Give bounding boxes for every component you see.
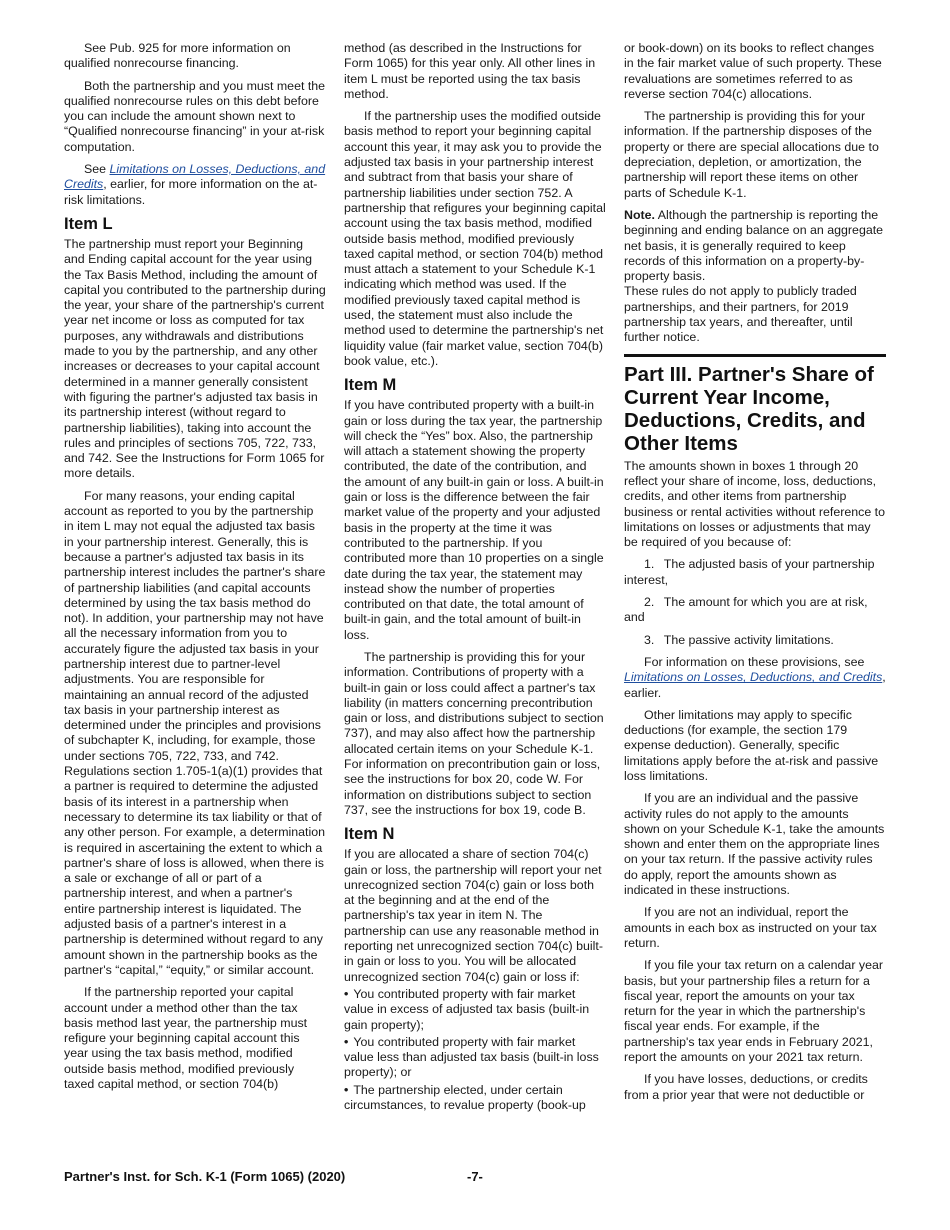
paragraph: If you have contributed property with a built-in gain or loss during the tax year, the partnership will check the “Yes” box. Also, the partnership will attach a statement showing the property contributed, the date of the contribution, and the amount of any built-in gain or loss. A built-in gain or loss is the difference between the fair market value of the property and your adjusted basis in the property at the time it was contributed to the partnership. If you contributed more than 10 properties on a single date during the tax year, the statement may instead show the number of properties contributed on that date, the total amount of built-in gain, and the total amount of built-in loss.	[344, 398, 604, 642]
paragraph: If you are allocated a share of section 704(c) gain or loss, the partnership will report your net unrecognized section 704(c) gain or loss both at the beginning and at the end of the partnership's tax year in item N. The partnership can use any reasonable method in reporting net unrecognized section 704(c) built-in gain or loss to you. You will be allocated unrecognized section 704(c) gain or loss if:	[344, 847, 603, 984]
column-1	[64, 41, 326, 1099]
section-heading-item-m: Item M	[344, 376, 397, 395]
paragraph: If the partnership reported your capital account under a method other than the tax basis method last year, the partnership must refigure your beginning capital account this year using the tax basis method, modified outside basis method, modified previously taxed capital method, or section 704(b)	[64, 985, 308, 1091]
paragraph: If the partnership uses the modified outside basis method to report your beginning capital account this year, it may ask you to provide the adjusted tax basis in your partnership interest and subtract from that basis your share of partnership liabilities under section 752. A partnership that refigures your beginning capital account using the tax basis method, modified outside basis method, modified previously taxed capital method, or section 704(b) method must attach a statement to your Schedule K-1 indicating which method was used. If the modified previously taxed capital method is used, the statement must also include the method used to determine the partnership's net liquidity value (fair market value, section 704(b) book value, etc.).	[344, 109, 606, 368]
bullet-icon: •	[344, 1082, 349, 1097]
column-3	[624, 41, 886, 1110]
footer-title: Partner's Inst. for Sch. K-1 (Form 1065) (2020)	[64, 1169, 346, 1184]
bullet-icon: •	[344, 1034, 349, 1049]
note-label: Note.	[624, 207, 655, 222]
section-heading-item-l: Item L	[64, 214, 113, 233]
list-item: • You contributed property with fair market value less than adjusted tax basis (built-in loss property); or	[344, 1034, 599, 1080]
paragraph: Other limitations may apply to specific deductions (for example, the section 179 expense deduction). Generally, specific limitations apply before the at-risk and passive loss limitations.	[624, 707, 879, 783]
column-2	[344, 41, 606, 1115]
paragraph: If you are not an individual, report the amounts in each box as instructed on your tax return.	[624, 905, 877, 950]
paragraph: The partnership is providing this for your information. If the partnership disposes of the property or there are special allocations due to depreciation, depletion, or amortization, the partnership will report these items on other parts of Schedule K-1.	[624, 109, 879, 200]
paragraph: The partnership is providing this for your information. Contributions of property with a built-in gain or loss could affect a partner's tax liability (in matters concerning precontribution gain or loss, and distributions subject to section 737), and may also affect how the partnership allocated certain items on your Schedule K-1. For information on precontribution gain or loss, see the instructions for box 20, code W. For information on distributions subject to section 737, see the instructions for box 19, code B.	[344, 649, 604, 817]
list-item: • You contributed property with fair market value in excess of adjusted tax basis (built-in gain property);	[344, 986, 590, 1032]
paragraph: The amounts shown in boxes 1 through 20 reflect your share of income, loss, deductions, credits, and other items from partnership business or rental activities without reference to limitations on losses or adjustments that may be required of you because of:	[624, 458, 886, 550]
part-heading: Part III. Partner's Share of Current Year Income, Deductions, Credits, and Other Items	[624, 354, 886, 455]
paragraph: If you are an individual and the passive activity rules do not apply to the amounts shown on your Schedule K-1, take the amounts shown and enter them on the appropriate lines on your tax return. If the passive activity rules do apply, report the amounts shown as indicated in these instructions.	[624, 791, 885, 898]
paragraph: For information on these provisions, see Limitations on Losses, Deductions, and Credits, earlier.	[624, 654, 886, 700]
paragraph: Both the partnership and you must meet the qualified nonrecourse rules on this debt before you can include the amount shown next to “Qualified nonrecourse financing” in your at-risk computation.	[64, 78, 326, 154]
paragraph: For many reasons, your ending capital account as reported to you by the partnership in item L may not equal the adjusted tax basis in your partnership interest. Generally, this is because a partner's adjusted tax basis in its partnership interest includes the partner's share of partnership liabilities (and capital accounts determined by using the tax basis method do not). In addition, your partnership may not have all the necessary information from you to accurately figure the adjusted tax basis in your partnership interest due to partner-level adjustments. You are responsible for maintaining an annual record of the adjusted tax basis in your partnership interest as determined under the principles and provisions of subchapter K, including, for example, those under sections 705, 722, 733, and 742. Regulations section 1.705-1(a)(1) provides that a partner is required to determine the adjusted basis of its interest in a partnership when necessary to determine its tax liability or that of any other person. For example, a determination is required in ascertaining the extent to which a partner's share of loss is allowed, when there is a sale or exchange of all or part of a partnership interest, and when a partner's entire partnership interest is liquidated. The adjusted basis of a partner's interest in a partnership is determined without regard to any amount shown in the partnership books as the partner's “capital,” “equity,” or similar account.	[64, 488, 326, 977]
paragraph: The partnership must report your Beginning and Ending capital account for the year using the Tax Basis Method, including the amount of capital you contributed to the partnership during the year, your share of the partnership's current year net income or loss as computed for tax purposes, any withdrawals and distributions made to you by the partnership, and any other increases or decreases to your capital account determined in a manner generally consistent with figuring the partner's adjusted tax basis in its partnership interest (without regard to partnership liabilities), taking into account the rules and principles of sections 705, 722, 733, and 742. See the Instructions for Form 1065 for more details.	[64, 236, 326, 481]
paragraph: If you file your tax return on a calendar year basis, but your partnership files a return for a fiscal year, report the amounts on your tax return for the year in which the partnership's fiscal year ends. For example, if the partnership's tax year ends in February 2021, report the amounts on your 2021 tax return.	[624, 958, 883, 1065]
bullet-icon: •	[344, 986, 349, 1001]
section-heading-item-n: Item N	[344, 825, 395, 844]
bullet-list	[344, 987, 606, 1113]
paragraph: method (as described in the Instructions for Form 1065) for this year only. All other lines in item L must be reported using the tax basis method.	[344, 41, 596, 101]
list-item: 1. The adjusted basis of your partnership interest,	[624, 557, 875, 587]
list-item: • The partnership elected, under certain circumstances, to revalue property (book-up	[344, 1082, 586, 1112]
paragraph: or book-down) on its books to reflect changes in the fair market value of such property. These revaluations are sometimes referred to as reverse section 704(c) allocations.	[624, 41, 882, 101]
paragraph: See Pub. 925 for more information on qualified nonrecourse financing.	[64, 41, 291, 71]
list-item: 2. The amount for which you are at risk, and	[624, 595, 868, 625]
paragraph: See Limitations on Losses, Deductions, and Credits, earlier, for more information on the at-risk limitations.	[64, 162, 326, 207]
paragraph: If you have losses, deductions, or credits from a prior year that were not deductible or	[624, 1072, 868, 1102]
page-number: -7-	[467, 1169, 483, 1184]
page-footer	[64, 1169, 886, 1187]
cross-reference-link[interactable]: Limitations on Losses, Deductions, and Credits	[64, 162, 326, 192]
cross-reference-link[interactable]: Limitations on Losses, Deductions, and Credits	[624, 670, 883, 685]
list-item: 3. The passive activity limitations.	[644, 632, 834, 647]
paragraph: These rules do not apply to publicly traded partnerships, and their partners, for 2019 partnership tax years, and thereafter, until further notice.	[624, 284, 857, 345]
note-paragraph: Note. Although the partnership is reporting the beginning and ending balance on an aggregate net basis, it is generally required to keep records of this information on a property-by-property basis.	[624, 207, 884, 284]
